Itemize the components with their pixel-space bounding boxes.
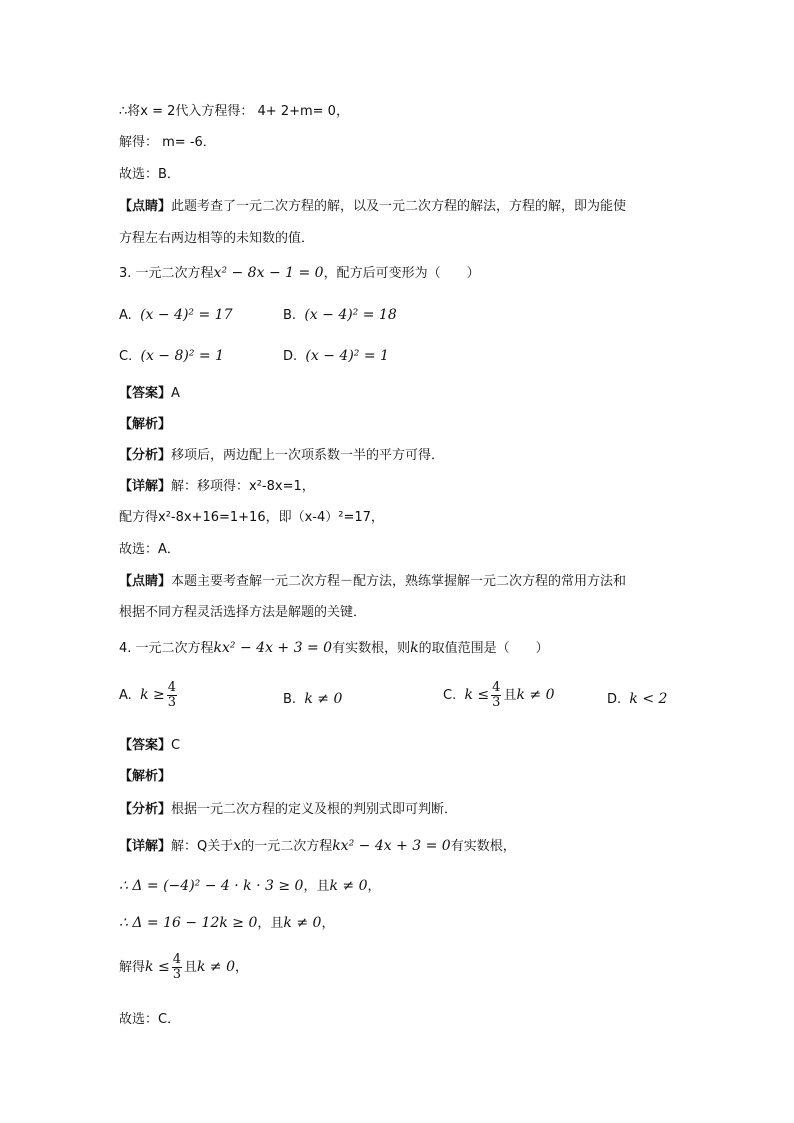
solution-step: 配方得x²-8x+16=1+16，即（x-4）²=17， bbox=[119, 510, 384, 525]
step-math: k ≠ 0 bbox=[329, 878, 368, 894]
analysis-heading: 【解析】 bbox=[119, 769, 172, 784]
option-b bbox=[283, 690, 342, 709]
tag-answer: 【答案】 bbox=[119, 386, 172, 401]
fenxi-line bbox=[119, 801, 457, 819]
text-line: 解得： m= -6． bbox=[119, 135, 216, 150]
analysis-heading: 【解析】 bbox=[119, 417, 172, 432]
and-text: 且 bbox=[503, 688, 517, 703]
text-line: 根据不同方程灵活选择方法是解题的关键． bbox=[119, 605, 367, 620]
answer-value: C bbox=[171, 738, 181, 753]
xiangjie-text: 解： bbox=[171, 839, 198, 854]
solution-step bbox=[119, 877, 381, 896]
fenxi-text: 移项后，两边配上一次项系数一半的平方可得． bbox=[171, 448, 445, 463]
and-text: ，且 bbox=[257, 916, 284, 931]
step-math: k ≤ bbox=[145, 959, 170, 975]
stem-prefix: 3. 一元二次方程 bbox=[119, 266, 214, 281]
numerator: 4 bbox=[167, 680, 177, 695]
option-label: D. bbox=[283, 349, 298, 364]
comment-text: 此题考查了一元二次方程的解，以及一元二次方程的解法，方程的解，即为能使 bbox=[171, 199, 627, 214]
option-math: k ≠ 0 bbox=[516, 687, 555, 703]
comment-text: 本题主要考查解一元二次方程－配方法，熟练掌握解一元二次方程的常用方法和 bbox=[171, 574, 627, 589]
choose-line: 故选：A． bbox=[119, 542, 180, 557]
xiangjie-line bbox=[119, 478, 315, 496]
fraction-4-3 bbox=[172, 953, 182, 982]
punct: ， bbox=[321, 916, 335, 931]
solution-step bbox=[119, 914, 334, 933]
option-d bbox=[607, 690, 667, 709]
stem-prefix: 4. 一元二次方程 bbox=[119, 641, 214, 656]
fenxi-line bbox=[119, 447, 444, 465]
option-a bbox=[119, 681, 179, 710]
option-label: B. bbox=[283, 692, 297, 707]
option-math: k ≠ 0 bbox=[304, 691, 343, 707]
option-math: (x − 8)² = 1 bbox=[140, 348, 224, 364]
text-line: 故选：B． bbox=[119, 167, 180, 182]
xiangjie-line bbox=[119, 837, 516, 856]
because-symbol: Q bbox=[197, 839, 208, 854]
option-a bbox=[119, 306, 232, 325]
option-math: (x − 4)² = 18 bbox=[304, 307, 397, 323]
answer-line bbox=[119, 737, 180, 755]
tag-xiangjie: 【详解】 bbox=[119, 479, 172, 494]
option-label: D. bbox=[607, 692, 622, 707]
comment-line bbox=[119, 573, 626, 591]
choose-line: 故选：C． bbox=[119, 1012, 181, 1027]
tag-fenxi: 【分析】 bbox=[119, 448, 172, 463]
tag-dianjing: 【点睛】 bbox=[119, 574, 172, 589]
option-label: A. bbox=[119, 688, 132, 703]
step-text: 解得 bbox=[119, 960, 146, 975]
numerator: 4 bbox=[172, 952, 181, 967]
step-math: ∴ Δ = (−4)² − 4 · k · 3 ≥ 0 bbox=[119, 878, 304, 894]
denominator: 3 bbox=[492, 695, 501, 710]
and-text: 且 bbox=[183, 960, 197, 975]
denominator: 3 bbox=[167, 695, 177, 710]
tag-fenxi: 【分析】 bbox=[119, 802, 172, 817]
equation: x² − 8x − 1 = 0 bbox=[213, 265, 324, 281]
option-math: k < 2 bbox=[629, 691, 668, 707]
option-label: B. bbox=[283, 308, 297, 323]
xiangjie-text: 有实数根， bbox=[450, 839, 516, 854]
answer-line bbox=[119, 385, 180, 403]
answer-value: A bbox=[171, 386, 180, 401]
text-line: ∴将x = 2代入方程得： 4+ 2+m= 0， bbox=[119, 104, 349, 119]
option-math: k ≥ bbox=[140, 687, 165, 703]
xiangjie-text: 解：移项得：x²-8x=1， bbox=[171, 479, 315, 494]
option-b bbox=[283, 306, 397, 325]
equation: kx² − 4x + 3 = 0 bbox=[213, 640, 333, 656]
punct: ， bbox=[367, 879, 381, 894]
numerator: 4 bbox=[492, 680, 501, 695]
stem-mid: 有实数根，则 bbox=[332, 641, 411, 656]
stem-suffix: 的取值范围是（ ） bbox=[418, 641, 549, 656]
question-3-stem bbox=[119, 264, 480, 283]
equation: kx² − 4x + 3 = 0 bbox=[332, 838, 451, 854]
option-d bbox=[283, 347, 389, 366]
and-text: ，且 bbox=[303, 879, 330, 894]
option-math: (x − 4)² = 1 bbox=[305, 348, 389, 364]
step-math: ∴ Δ = 16 − 12k ≥ 0 bbox=[119, 915, 258, 931]
question-4-stem bbox=[119, 639, 549, 658]
fenxi-text: 根据一元二次方程的定义及根的判别式即可判断． bbox=[171, 802, 458, 817]
denominator: 3 bbox=[172, 967, 181, 982]
option-math: k ≤ bbox=[464, 687, 490, 703]
variable-k: k bbox=[410, 640, 419, 656]
fraction-4-3 bbox=[491, 681, 501, 710]
punct: ， bbox=[235, 960, 249, 975]
tag-dianjing: 【点睛】 bbox=[119, 199, 172, 214]
solution-step bbox=[119, 953, 248, 982]
option-label: A. bbox=[119, 308, 132, 323]
option-label: C. bbox=[119, 349, 133, 364]
text-line: 方程左右两边相等的未知数的值． bbox=[119, 231, 315, 246]
step-math: k ≠ 0 bbox=[196, 959, 236, 975]
xiangjie-text: 关于 bbox=[207, 839, 234, 854]
fraction-4-3 bbox=[167, 681, 177, 710]
option-c bbox=[443, 681, 554, 710]
option-c bbox=[119, 347, 224, 366]
option-label: C. bbox=[443, 688, 457, 703]
xiangjie-text: 的一元二次方程 bbox=[241, 839, 333, 854]
option-math: (x − 4)² = 17 bbox=[140, 307, 233, 323]
step-math: k ≠ 0 bbox=[283, 915, 322, 931]
stem-suffix: ，配方后可变形为（ ） bbox=[323, 266, 480, 281]
tag-xiangjie: 【详解】 bbox=[119, 839, 172, 854]
variable-x: x bbox=[233, 838, 242, 854]
comment-line bbox=[119, 198, 626, 216]
tag-answer: 【答案】 bbox=[119, 738, 172, 753]
